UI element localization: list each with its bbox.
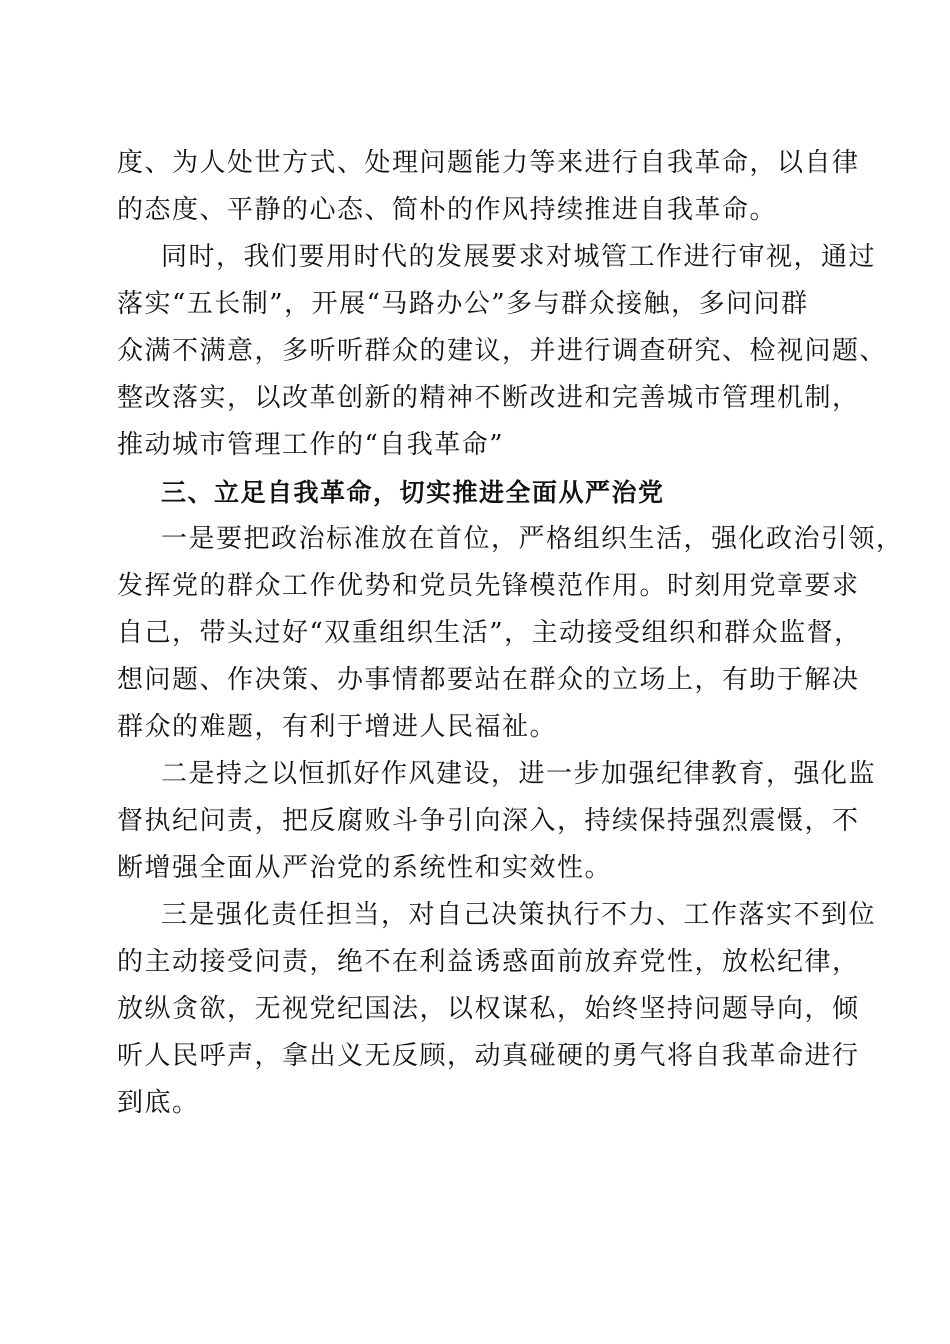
text-line: 想问题、作决策、办事情都要站在群众的立场上，有助于解决 xyxy=(117,665,860,695)
paragraph-continuation xyxy=(117,140,860,234)
paragraph xyxy=(117,516,904,751)
text-line: 听人民呼声，拿出义无反顾，动真碰硬的勇气将自我革命进行 xyxy=(117,1041,860,1071)
text-line: 到底。 xyxy=(117,1088,200,1118)
text-line: 度、为人处世方式、处理问题能力等来进行自我革命，以自律 xyxy=(117,148,860,178)
text-line: 的态度、平静的心态、简朴的作风持续推进自我革命。 xyxy=(117,195,778,225)
text-line: 二是持之以恒抓好作风建设，进一步加强纪律教育，强化监 xyxy=(161,759,877,789)
text-line: 整改落实，以改革创新的精神不断改进和完善城市管理机制， xyxy=(117,383,860,413)
text-line: 同时，我们要用时代的发展要求对城管工作进行审视，通过 xyxy=(161,242,877,272)
text-line: 一是要把政治标准放在首位，严格组织生活，强化政治引领， xyxy=(161,524,904,554)
text-line: 众满不满意，多听听群众的建议，并进行调查研究、检视问题、 xyxy=(117,336,888,366)
document-body xyxy=(117,140,904,1127)
text-line: 推动城市管理工作的“自我革命” xyxy=(117,430,505,460)
text-line: 发挥党的群众工作优势和党员先锋模范作用。时刻用党章要求 xyxy=(117,571,860,601)
paragraph xyxy=(117,751,877,892)
text-line: 群众的难题，有利于增进人民福祉。 xyxy=(117,712,558,742)
heading-text: 三、立足自我革命，切实推进全面从严治党 xyxy=(161,478,665,507)
paragraph xyxy=(117,892,877,1127)
text-line: 自己，带头过好“双重组织生活”，主动接受组织和群众监督， xyxy=(117,618,862,648)
section-heading xyxy=(117,469,837,516)
text-line: 放纵贪欲，无视党纪国法，以权谋私，始终坚持问题导向，倾 xyxy=(117,994,860,1024)
text-line: 督执纪问责，把反腐败斗争引向深入，持续保持强烈震慑，不 xyxy=(117,806,860,836)
text-line: 的主动接受问责，绝不在利益诱惑面前放弃党性，放松纪律， xyxy=(117,947,860,977)
text-line: 落实“五长制”，开展“马路办公”多与群众接触，多问问群 xyxy=(117,289,809,319)
text-line: 断增强全面从严治党的系统性和实效性。 xyxy=(117,853,613,883)
text-line: 三是强化责任担当，对自己决策执行不力、工作落实不到位 xyxy=(161,900,877,930)
paragraph xyxy=(117,234,888,469)
